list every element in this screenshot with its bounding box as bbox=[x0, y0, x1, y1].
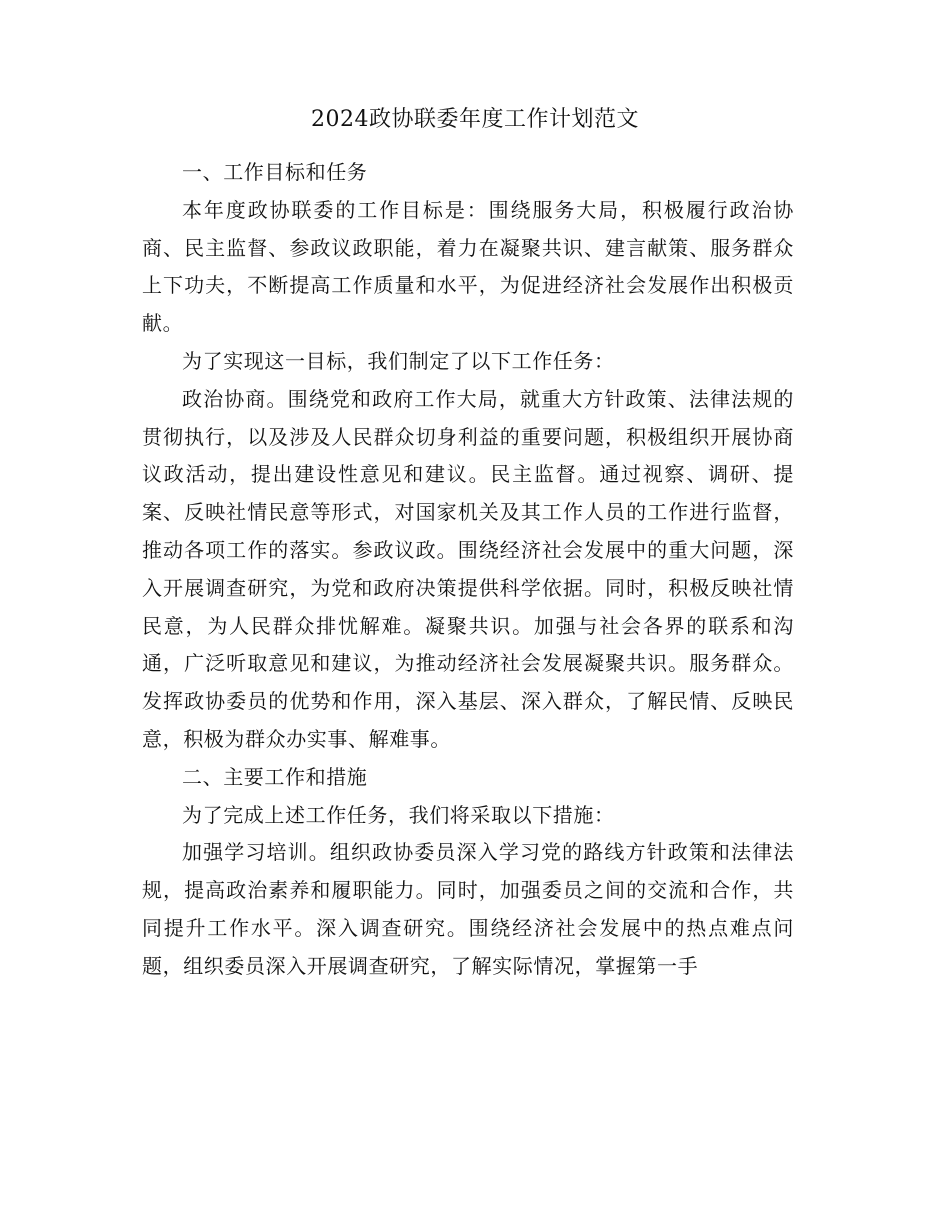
document-body bbox=[142, 154, 794, 986]
paragraph-tasks: 政治协商。围绕党和政府工作大局，就重大方针政策、法律法规的贯彻执行，以及涉及人民群众切身利益的重要问题，积极组织开展协商议政活动，提出建设性意见和建议。民主监督。通过视察、调研、提案、反映社情民意等形式，对国家机关及其工作人员的工作进行监督，推动各项工作的落实。参政议政。围绕经济社会发展中的重大问题，深入开展调查研究，为党和政府决策提供科学依据。同时，积极反映社情民意，为人民群众排忧解难。凝聚共识。加强与社会各界的联系和沟通，广泛听取意见和建议，为推动经济社会发展凝聚共识。服务群众。发挥政协委员的优势和作用，深入基层、深入群众，了解民情、反映民意，积极为群众办实事、解难事。 bbox=[142, 386, 794, 751]
paragraph-measures: 加强学习培训。组织政协委员深入学习党的路线方针政策和法律法规，提高政治素养和履职能力。同时，加强委员之间的交流和合作，共同提升工作水平。深入调查研究。围绕经济社会发展中的热点难点问题，组织委员深入开展调查研究，了解实际情况，掌握第一手 bbox=[142, 840, 794, 978]
section-heading-1: 一、工作目标和任务 bbox=[182, 160, 368, 184]
paragraph-tasks-intro: 为了实现这一目标，我们制定了以下工作任务： bbox=[182, 348, 615, 373]
section-heading-2: 二、主要工作和措施 bbox=[182, 764, 368, 789]
paragraph-measures-intro: 为了完成上述工作任务，我们将采取以下措施： bbox=[182, 802, 615, 827]
document-title: 2024政协联委年度工作计划范文 bbox=[311, 107, 639, 132]
paragraph-goal: 本年度政协联委的工作目标是：围绕服务大局，积极履行政治协商、民主监督、参政议政职能，着力在凝聚共识、建言献策、服务群众上下功夫，不断提高工作质量和水平，为促进经济社会发展作出积极贡献。 bbox=[142, 197, 794, 336]
